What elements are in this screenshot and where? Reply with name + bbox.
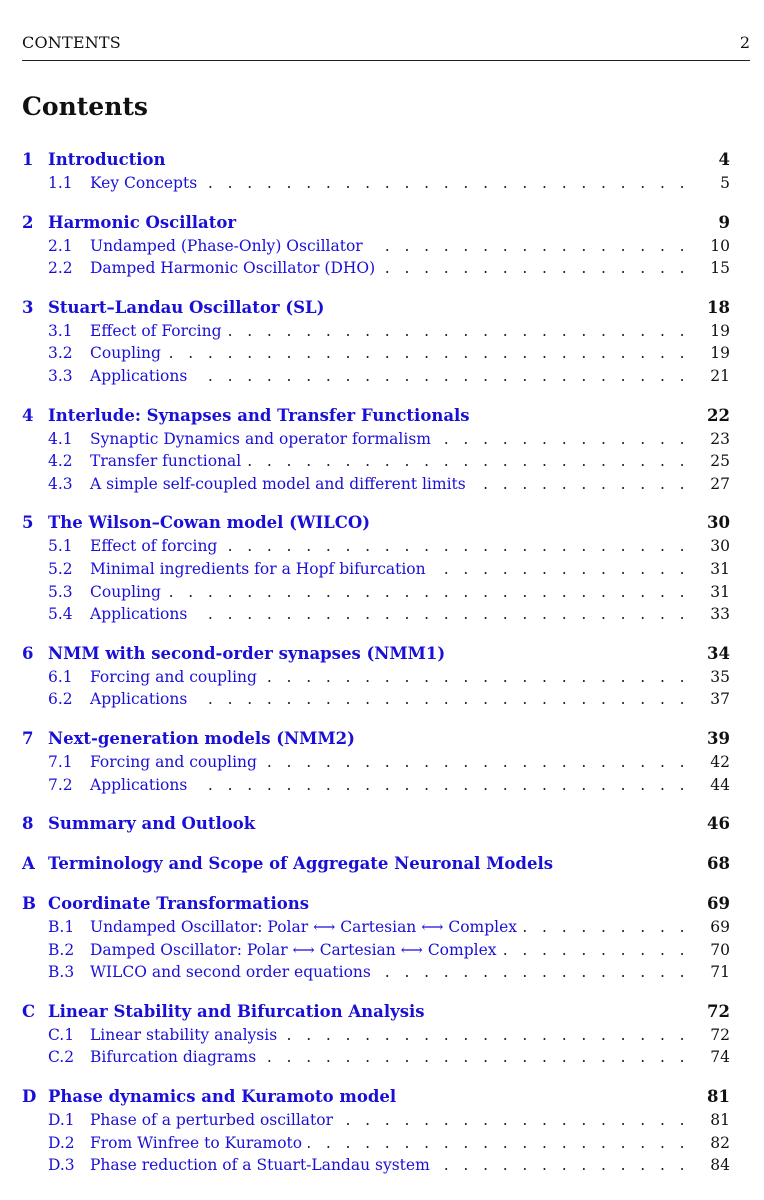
toc-chapter-entry[interactable] xyxy=(22,852,730,876)
running-header xyxy=(22,30,750,61)
page-title: Contents xyxy=(22,92,149,121)
subsection-page-number: 35 xyxy=(706,666,730,689)
chapter-page-number: 34 xyxy=(703,642,730,666)
subsection-page-number: 10 xyxy=(706,235,730,258)
subsection-number[interactable]: 4.2 xyxy=(48,452,73,471)
subsection-number[interactable]: D.3 xyxy=(48,1156,75,1175)
page-number: 2 xyxy=(739,33,750,52)
toc-chapter-entry[interactable] xyxy=(22,511,730,535)
subsection-page-number: 42 xyxy=(706,751,730,774)
subsection-number[interactable]: 3.2 xyxy=(48,344,73,363)
subsection-page-number: 81 xyxy=(706,1109,730,1132)
toc-section xyxy=(22,211,730,280)
subsection-page-number: 19 xyxy=(706,320,730,343)
subsection-page-number: 5 xyxy=(716,172,730,195)
subsection-page-number: 19 xyxy=(706,342,730,365)
subsection-page-number: 15 xyxy=(706,257,730,280)
subsection-page-number: 74 xyxy=(706,1046,730,1069)
chapter-title-link[interactable]: Stuart–Landau Oscillator (SL) xyxy=(48,296,330,320)
chapter-number[interactable]: 3 xyxy=(22,297,34,317)
subsection-number[interactable]: B.3 xyxy=(48,963,75,982)
subsection-number[interactable]: 6.2 xyxy=(48,690,73,709)
subsection-page-number: 25 xyxy=(706,450,730,473)
toc-subsection-entry[interactable] xyxy=(22,581,730,604)
subsection-number[interactable]: 3.1 xyxy=(48,321,73,340)
chapter-page-number: 30 xyxy=(703,511,730,535)
subsection-page-number: 23 xyxy=(706,428,730,451)
toc-subsection-entry[interactable] xyxy=(22,916,730,939)
chapter-number[interactable]: 6 xyxy=(22,643,34,663)
subsection-number[interactable]: C.2 xyxy=(48,1048,75,1067)
chapter-page-number: 72 xyxy=(703,1000,730,1024)
chapter-number[interactable]: 5 xyxy=(22,513,34,533)
toc-section xyxy=(22,892,730,984)
toc-section xyxy=(22,727,730,796)
toc-section xyxy=(22,1000,730,1069)
dot-leader xyxy=(90,342,696,365)
toc-chapter-entry[interactable] xyxy=(22,812,730,836)
toc-subsection-entry[interactable] xyxy=(22,688,730,711)
subsection-number[interactable]: 4.3 xyxy=(48,474,73,493)
subsection-title-link[interactable]: Applications xyxy=(90,774,193,797)
subsection-number[interactable]: 2.2 xyxy=(48,259,73,278)
toc-subsection-entry[interactable] xyxy=(22,603,730,626)
subsection-title-link[interactable]: Coupling xyxy=(90,581,167,604)
subsection-title-link[interactable]: Coupling xyxy=(90,342,167,365)
toc-subsection-entry[interactable] xyxy=(22,428,730,451)
subsection-page-number: 30 xyxy=(706,535,730,558)
subsection-title-link[interactable]: WILCO and second order equations xyxy=(90,961,377,984)
subsection-number[interactable]: 5.2 xyxy=(48,559,73,578)
subsection-number[interactable]: D.1 xyxy=(48,1111,75,1130)
subsection-number[interactable]: 3.3 xyxy=(48,366,73,385)
subsection-title-link[interactable]: Linear stability analysis xyxy=(90,1024,283,1047)
subsection-title-link[interactable]: Effect of Forcing xyxy=(90,320,228,343)
subsection-number[interactable]: 7.2 xyxy=(48,775,73,794)
subsection-title-link[interactable]: Forcing and coupling xyxy=(90,751,263,774)
subsection-page-number: 44 xyxy=(706,774,730,797)
toc-subsection-entry[interactable] xyxy=(22,172,730,195)
dot-leader xyxy=(90,581,696,604)
chapter-page-number: 22 xyxy=(703,404,730,428)
subsection-title-link[interactable]: Synaptic Dynamics and operator formalism xyxy=(90,428,437,451)
toc-chapter-entry[interactable] xyxy=(22,1000,730,1024)
subsection-number[interactable]: 5.4 xyxy=(48,605,73,624)
subsection-number[interactable]: 2.1 xyxy=(48,236,73,255)
toc-subsection-entry[interactable] xyxy=(22,235,730,258)
subsection-title-link[interactable]: Damped Oscillator: Polar ⟷ Cartesian ⟷ Complex xyxy=(90,939,503,962)
subsection-page-number: 21 xyxy=(706,365,730,388)
subsection-title-link[interactable]: Transfer functional xyxy=(90,450,247,473)
chapter-title-link[interactable]: Harmonic Oscillator xyxy=(48,211,242,235)
subsection-title-link[interactable]: Applications xyxy=(90,688,193,711)
chapter-number[interactable]: 7 xyxy=(22,728,34,748)
subsection-title-link[interactable]: A simple self-coupled model and different limits xyxy=(90,473,472,496)
chapter-number[interactable]: D xyxy=(22,1087,37,1107)
toc-section xyxy=(22,642,730,711)
toc-subsection-entry[interactable] xyxy=(22,1132,730,1155)
chapter-title-link[interactable]: Summary and Outlook xyxy=(48,812,261,836)
subsection-title-link[interactable]: Undamped (Phase-Only) Oscillator xyxy=(90,235,369,258)
subsection-page-number: 27 xyxy=(706,473,730,496)
toc-subsection-entry[interactable] xyxy=(22,320,730,343)
subsection-title-link[interactable]: Key Concepts xyxy=(90,172,203,195)
chapter-number[interactable]: 8 xyxy=(22,814,34,834)
subsection-number[interactable]: D.2 xyxy=(48,1133,75,1152)
chapter-title-link[interactable]: Interlude: Synapses and Transfer Functionals xyxy=(48,404,476,428)
toc-subsection-entry[interactable] xyxy=(22,365,730,388)
subsection-number[interactable]: 5.1 xyxy=(48,537,73,556)
subsection-page-number: 72 xyxy=(706,1024,730,1047)
subsection-page-number: 37 xyxy=(706,688,730,711)
subsection-page-number: 82 xyxy=(706,1132,730,1155)
toc-chapter-entry[interactable] xyxy=(22,148,730,172)
toc-subsection-entry[interactable] xyxy=(22,558,730,581)
chapter-number[interactable]: C xyxy=(22,1001,36,1021)
subsection-page-number: 69 xyxy=(706,916,730,939)
table-of-contents xyxy=(22,148,730,1193)
subsection-page-number: 31 xyxy=(706,581,730,604)
chapter-number[interactable]: 2 xyxy=(22,212,34,232)
subsection-number[interactable]: C.1 xyxy=(48,1025,75,1044)
toc-subsection-entry[interactable] xyxy=(22,1154,730,1177)
running-header-title: CONTENTS xyxy=(22,33,121,52)
chapter-title-link[interactable]: Coordinate Transformations xyxy=(48,892,315,916)
subsection-title-link[interactable]: Bifurcation diagrams xyxy=(90,1046,262,1069)
toc-chapter-entry[interactable] xyxy=(22,211,730,235)
chapter-number[interactable]: 4 xyxy=(22,405,34,425)
subsection-title-link[interactable]: Undamped Oscillator: Polar ⟷ Cartesian ⟷ Complex xyxy=(90,916,523,939)
subsection-title-link[interactable]: Damped Harmonic Oscillator (DHO) xyxy=(90,257,381,280)
toc-subsection-entry[interactable] xyxy=(22,751,730,774)
toc-section xyxy=(22,1085,730,1177)
chapter-title-link[interactable]: Terminology and Scope of Aggregate Neuronal Models xyxy=(48,852,559,876)
toc-subsection-entry[interactable] xyxy=(22,450,730,473)
toc-section xyxy=(22,852,730,876)
toc-subsection-entry[interactable] xyxy=(22,961,730,984)
subsection-page-number: 31 xyxy=(706,558,730,581)
toc-subsection-entry[interactable] xyxy=(22,473,730,496)
chapter-title-link[interactable]: Linear Stability and Bifurcation Analysis xyxy=(48,1000,431,1024)
chapter-title-link[interactable]: Introduction xyxy=(48,148,172,172)
toc-chapter-entry[interactable] xyxy=(22,1085,730,1109)
chapter-page-number: 39 xyxy=(703,727,730,751)
chapter-title-link[interactable]: The Wilson–Cowan model (WILCO) xyxy=(48,511,376,535)
chapter-page-number: 69 xyxy=(703,892,730,916)
toc-subsection-entry[interactable] xyxy=(22,535,730,558)
toc-subsection-entry[interactable] xyxy=(22,774,730,797)
subsection-title-link[interactable]: Forcing and coupling xyxy=(90,666,263,689)
subsection-page-number: 84 xyxy=(706,1154,730,1177)
toc-subsection-entry[interactable] xyxy=(22,939,730,962)
subsection-title-link[interactable]: From Winfree to Kuramoto xyxy=(90,1132,308,1155)
chapter-number[interactable]: 1 xyxy=(22,150,34,169)
subsection-title-link[interactable]: Applications xyxy=(90,603,193,626)
subsection-title-link[interactable]: Effect of forcing xyxy=(90,535,223,558)
toc-section xyxy=(22,296,730,388)
toc-section xyxy=(22,148,730,195)
toc-subsection-entry[interactable] xyxy=(22,342,730,365)
toc-subsection-entry[interactable] xyxy=(22,1046,730,1069)
subsection-title-link[interactable]: Minimal ingredients for a Hopf bifurcation xyxy=(90,558,432,581)
chapter-page-number: 9 xyxy=(715,211,730,235)
subsection-title-link[interactable]: Phase reduction of a Stuart-Landau system xyxy=(90,1154,436,1177)
toc-subsection-entry[interactable] xyxy=(22,1024,730,1047)
chapter-page-number: 68 xyxy=(703,852,730,876)
subsection-page-number: 33 xyxy=(706,603,730,626)
toc-chapter-entry[interactable] xyxy=(22,404,730,428)
toc-section xyxy=(22,511,730,625)
subsection-page-number: 70 xyxy=(706,939,730,962)
chapter-title-link[interactable]: Phase dynamics and Kuramoto model xyxy=(48,1085,402,1109)
subsection-title-link[interactable]: Applications xyxy=(90,365,193,388)
subsection-title-link[interactable]: Phase of a perturbed oscillator xyxy=(90,1109,339,1132)
subsection-number[interactable]: 6.1 xyxy=(48,667,73,686)
subsection-number[interactable]: 4.1 xyxy=(48,429,73,448)
chapter-page-number: 4 xyxy=(715,148,730,172)
chapter-number[interactable]: B xyxy=(22,894,36,914)
chapter-page-number: 18 xyxy=(703,296,730,320)
toc-section xyxy=(22,404,730,496)
toc-chapter-entry[interactable] xyxy=(22,727,730,751)
toc-section xyxy=(22,812,730,836)
chapter-number[interactable]: A xyxy=(22,854,35,874)
subsection-number[interactable]: B.2 xyxy=(48,940,75,959)
subsection-number[interactable]: B.1 xyxy=(48,918,75,937)
subsection-number[interactable]: 5.3 xyxy=(48,582,73,601)
toc-subsection-entry[interactable] xyxy=(22,666,730,689)
subsection-page-number: 71 xyxy=(706,961,730,984)
chapter-page-number: 81 xyxy=(703,1085,730,1109)
toc-subsection-entry[interactable] xyxy=(22,1109,730,1132)
toc-subsection-entry[interactable] xyxy=(22,257,730,280)
subsection-number[interactable]: 1.1 xyxy=(48,174,73,192)
chapter-page-number: 46 xyxy=(703,812,730,836)
chapter-title-link[interactable]: Next-generation models (NMM2) xyxy=(48,727,361,751)
chapter-title-link[interactable]: NMM with second-order synapses (NMM1) xyxy=(48,642,451,666)
toc-chapter-entry[interactable] xyxy=(22,892,730,916)
subsection-number[interactable]: 7.1 xyxy=(48,752,73,771)
toc-chapter-entry[interactable] xyxy=(22,642,730,666)
toc-chapter-entry[interactable] xyxy=(22,296,730,320)
